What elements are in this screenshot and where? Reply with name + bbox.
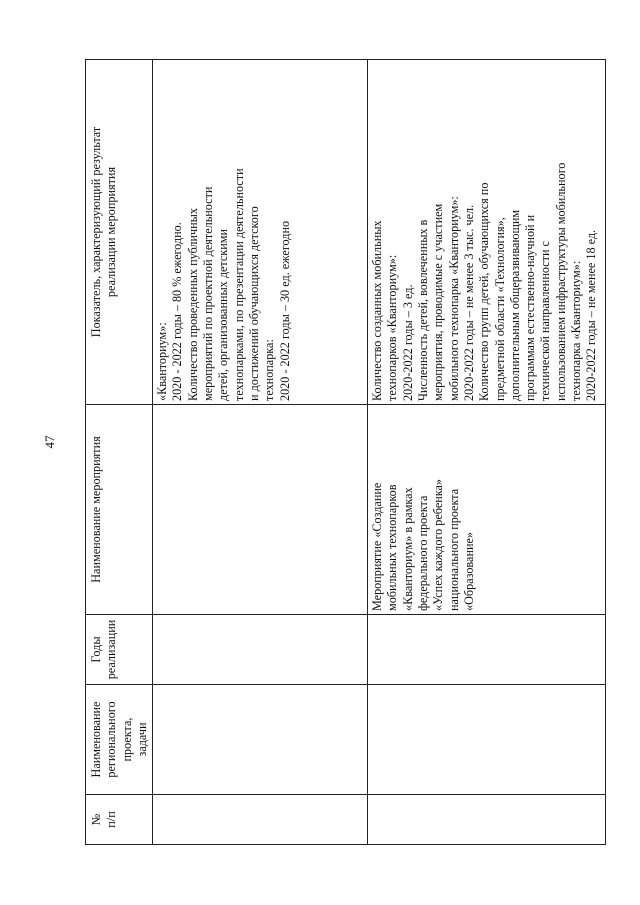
rotated-table-wrapper (85, 60, 599, 845)
table-row (153, 60, 368, 845)
header-project: Наименование регионального проекта, задачи (86, 685, 153, 795)
page-number: 47 (42, 435, 57, 449)
table-row (368, 60, 606, 845)
cell-result: Количество созданных мобильных технопарков «Кванториум»: 2020-2022 годы – 3 ед. Численность детей, вовлеченных в мероприятия, проводимые с участием мобильного технопарка «Кванториум»: 2020-2022 годы – не менее 3 тыс. чел. Количество групп детей, обучающихся по предметной области «Технология», дополнительным общеразвивающим программам естественно-научной и технической направленности с использованием инфраструктуры мобильного технопарка «Кванториум»: 2020-2022 годы – не менее 18 ед. (368, 60, 606, 405)
cell-years (368, 615, 606, 685)
cell-years (153, 615, 368, 685)
cell-event: Мероприятие «Создание мобильных технопарков «Кванториум» в рамках федерального проекта «Успех каждого ребенка» национального проекта «Образование» (368, 405, 606, 615)
cell-result: «Кванториум»: 2020 - 2022 годы – 80 % ежегодно. Количество проведенных публичных мероприятий по проектной деятельности детей, организованных детскими технопарками, по презентации деятельности и достижений обучающихся детского технопарка: 2020 - 2022 годы – 30 ед. ежегодно (153, 60, 368, 405)
header-result: Показатель, характеризующий результат реализации мероприятия (86, 60, 153, 405)
table-container (85, 60, 599, 845)
cell-num (368, 795, 606, 845)
cell-project (153, 685, 368, 795)
table-header-row (86, 60, 153, 845)
measures-table (85, 59, 606, 845)
cell-event (153, 405, 368, 615)
cell-num (153, 795, 368, 845)
header-num: № п/п (86, 795, 153, 845)
header-event: Наименование мероприятия (86, 405, 153, 615)
cell-project (368, 685, 606, 795)
header-years: Годы реализации (86, 615, 153, 685)
